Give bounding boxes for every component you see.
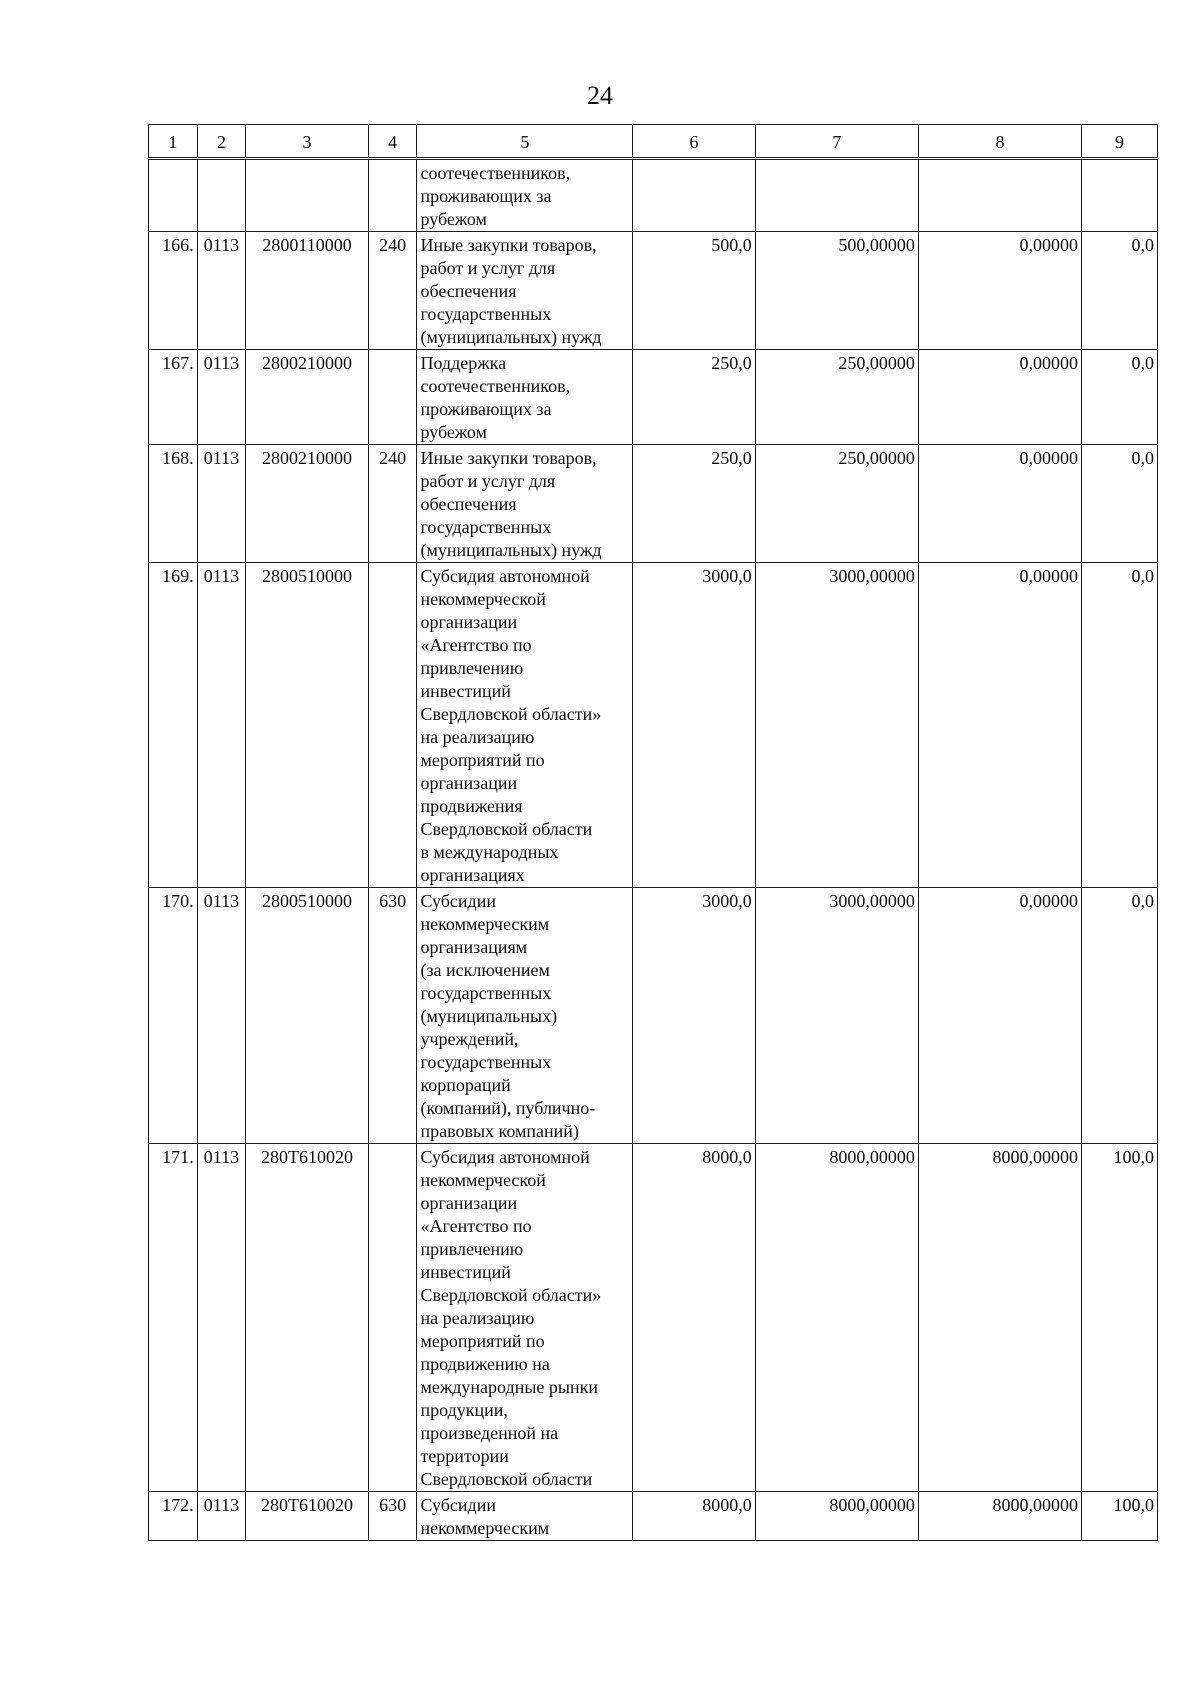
item-name-cell — [417, 232, 633, 350]
target-code-cell: 280Т610020 — [246, 1492, 369, 1541]
item-name-cell — [417, 563, 633, 888]
table-row — [149, 1492, 1158, 1541]
item-name-line: территории — [420, 1446, 509, 1466]
item-name-line: мероприятий по — [420, 1331, 545, 1351]
target-code-cell: 280Т610020 — [246, 1144, 369, 1492]
target-code-cell: 2800510000 — [246, 888, 369, 1144]
execution-percent-cell: 0,0 — [1081, 888, 1157, 1144]
item-name-line: правовых компаний) — [420, 1121, 579, 1141]
budget-table — [148, 124, 1158, 1541]
adjusted-amount-cell: 3000,00000 — [755, 888, 918, 1144]
item-name-line: государственных — [420, 983, 552, 1003]
expense-type-cell — [368, 350, 417, 445]
item-name-line: обеспечения — [420, 494, 517, 514]
item-name-line: (муниципальных) нужд — [420, 327, 602, 347]
adjusted-amount-cell: 500,00000 — [755, 232, 918, 350]
adjusted-amount-cell: 250,00000 — [755, 445, 918, 563]
target-code-cell: 2800210000 — [246, 350, 369, 445]
executed-amount-cell: 0,00000 — [918, 888, 1081, 1144]
table-row — [149, 350, 1158, 445]
row-number-cell: 172. — [149, 1492, 198, 1541]
item-name-line: (муниципальных) — [420, 1006, 558, 1026]
column-header: 4 — [368, 125, 417, 159]
section-code-cell: 0113 — [197, 445, 246, 563]
item-name-line: привлечению — [420, 1239, 524, 1259]
expense-type-cell — [368, 563, 417, 888]
item-name-line: рубежом — [420, 209, 487, 229]
section-code-cell — [197, 159, 246, 232]
item-name-line: рубежом — [420, 422, 487, 442]
row-number-cell: 168. — [149, 445, 198, 563]
executed-amount-cell: 0,00000 — [918, 445, 1081, 563]
row-number-cell: 169. — [149, 563, 198, 888]
adjusted-amount-cell: 3000,00000 — [755, 563, 918, 888]
item-name-line: произведенной на — [420, 1423, 559, 1443]
execution-percent-cell — [1081, 159, 1157, 232]
item-name-line: государственных — [420, 1052, 552, 1072]
column-header: 6 — [633, 125, 756, 159]
row-number-cell: 170. — [149, 888, 198, 1144]
expense-type-cell: 630 — [368, 1492, 417, 1541]
table-row — [149, 445, 1158, 563]
page-number: 24 — [587, 81, 613, 110]
adjusted-amount-cell: 8000,00000 — [755, 1492, 918, 1541]
adjusted-amount-cell: 250,00000 — [755, 350, 918, 445]
planned-amount-cell: 500,0 — [633, 232, 756, 350]
column-header: 5 — [417, 125, 633, 159]
execution-percent-cell: 0,0 — [1081, 232, 1157, 350]
planned-amount-cell: 3000,0 — [633, 563, 756, 888]
executed-amount-cell: 8000,00000 — [918, 1492, 1081, 1541]
target-code-cell: 2800110000 — [246, 232, 369, 350]
execution-percent-cell: 0,0 — [1081, 563, 1157, 888]
row-number-cell: 167. — [149, 350, 198, 445]
item-name-line: соотечественников, — [420, 376, 571, 396]
planned-amount-cell: 3000,0 — [633, 888, 756, 1144]
executed-amount-cell — [918, 159, 1081, 232]
adjusted-amount-cell: 8000,00000 — [755, 1144, 918, 1492]
item-name-line: организациям — [420, 937, 528, 957]
column-header: 7 — [755, 125, 918, 159]
item-name-line: корпораций — [420, 1075, 511, 1095]
item-name-line: на реализацию — [420, 727, 535, 747]
executed-amount-cell: 0,00000 — [918, 563, 1081, 888]
item-name-cell — [417, 445, 633, 563]
item-name-line: (муниципальных) нужд — [420, 540, 602, 560]
execution-percent-cell: 0,0 — [1081, 350, 1157, 445]
planned-amount-cell — [633, 159, 756, 232]
header-row — [149, 125, 1158, 159]
item-name-line: Поддержка — [420, 353, 507, 373]
column-header: 8 — [918, 125, 1081, 159]
item-name-line: обеспечения — [420, 281, 517, 301]
item-name-line: мероприятий по — [420, 750, 545, 770]
item-name-line: проживающих за — [420, 186, 552, 206]
section-code-cell: 0113 — [197, 888, 246, 1144]
item-name-line: некоммерческой — [420, 1170, 546, 1190]
execution-percent-cell: 100,0 — [1081, 1492, 1157, 1541]
executed-amount-cell: 8000,00000 — [918, 1144, 1081, 1492]
executed-amount-cell: 0,00000 — [918, 350, 1081, 445]
item-name-line: Свердловской области» — [420, 1285, 602, 1305]
item-name-line: Свердловской области — [420, 1469, 593, 1489]
target-code-cell: 2800210000 — [246, 445, 369, 563]
item-name-line: продвижению на — [420, 1354, 550, 1374]
item-name-line: соотечественников, — [420, 163, 571, 183]
item-name-line: Иные закупки товаров, — [420, 235, 597, 255]
item-name-line: организациях — [420, 865, 525, 885]
item-name-line: «Агентство по — [420, 1216, 532, 1236]
item-name-line: работ и услуг для — [420, 258, 556, 278]
section-code-cell: 0113 — [197, 1492, 246, 1541]
item-name-line: организации — [420, 1193, 518, 1213]
row-number-cell: 166. — [149, 232, 198, 350]
column-header: 2 — [197, 125, 246, 159]
planned-amount-cell: 8000,0 — [633, 1492, 756, 1541]
item-name-line: государственных — [420, 517, 552, 537]
planned-amount-cell: 8000,0 — [633, 1144, 756, 1492]
row-number-cell — [149, 159, 198, 232]
item-name-line: инвестиций — [420, 681, 511, 701]
item-name-line: некоммерческим — [420, 1518, 550, 1538]
item-name-line: организации — [420, 612, 518, 632]
expense-type-cell: 240 — [368, 445, 417, 563]
item-name-cell — [417, 159, 633, 232]
item-name-cell — [417, 1492, 633, 1541]
item-name-line: организации — [420, 773, 518, 793]
section-code-cell: 0113 — [197, 563, 246, 888]
item-name-line: Субсидия автономной — [420, 566, 590, 586]
executed-amount-cell: 0,00000 — [918, 232, 1081, 350]
column-header: 3 — [246, 125, 369, 159]
column-header: 1 — [149, 125, 198, 159]
item-name-line: государственных — [420, 304, 552, 324]
item-name-line: на реализацию — [420, 1308, 535, 1328]
item-name-line: привлечению — [420, 658, 524, 678]
row-number-cell: 171. — [149, 1144, 198, 1492]
item-name-line: инвестиций — [420, 1262, 511, 1282]
expense-type-cell — [368, 1144, 417, 1492]
adjusted-amount-cell — [755, 159, 918, 232]
item-name-line: продукции, — [420, 1400, 508, 1420]
item-name-cell — [417, 888, 633, 1144]
planned-amount-cell: 250,0 — [633, 445, 756, 563]
target-code-cell — [246, 159, 369, 232]
section-code-cell: 0113 — [197, 232, 246, 350]
item-name-line: Субсидия автономной — [420, 1147, 590, 1167]
target-code-cell: 2800510000 — [246, 563, 369, 888]
table-row — [149, 159, 1158, 232]
item-name-line: продвижения — [420, 796, 523, 816]
item-name-line: Субсидии — [420, 1495, 496, 1515]
item-name-line: работ и услуг для — [420, 471, 556, 491]
planned-amount-cell: 250,0 — [633, 350, 756, 445]
table-row — [149, 888, 1158, 1144]
table-row — [149, 232, 1158, 350]
table-row — [149, 563, 1158, 888]
item-name-line: Свердловской области» — [420, 704, 602, 724]
expense-type-cell — [368, 159, 417, 232]
item-name-line: некоммерческим — [420, 914, 550, 934]
execution-percent-cell: 0,0 — [1081, 445, 1157, 563]
column-header: 9 — [1081, 125, 1157, 159]
item-name-cell — [417, 350, 633, 445]
expense-type-cell: 240 — [368, 232, 417, 350]
item-name-line: некоммерческой — [420, 589, 546, 609]
item-name-cell — [417, 1144, 633, 1492]
section-code-cell: 0113 — [197, 350, 246, 445]
item-name-line: «Агентство по — [420, 635, 532, 655]
item-name-line: в международных — [420, 842, 559, 862]
item-name-line: Свердловской области — [420, 819, 593, 839]
item-name-line: (за исключением — [420, 960, 550, 980]
item-name-line: проживающих за — [420, 399, 552, 419]
section-code-cell: 0113 — [197, 1144, 246, 1492]
item-name-line: учреждений, — [420, 1029, 519, 1049]
table-body — [149, 159, 1158, 1541]
item-name-line: Иные закупки товаров, — [420, 448, 597, 468]
item-name-line: международные рынки — [420, 1377, 599, 1397]
table-row — [149, 1144, 1158, 1492]
item-name-line: Субсидии — [420, 891, 496, 911]
execution-percent-cell: 100,0 — [1081, 1144, 1157, 1492]
item-name-line: (компаний), публично- — [420, 1098, 596, 1118]
expense-type-cell: 630 — [368, 888, 417, 1144]
